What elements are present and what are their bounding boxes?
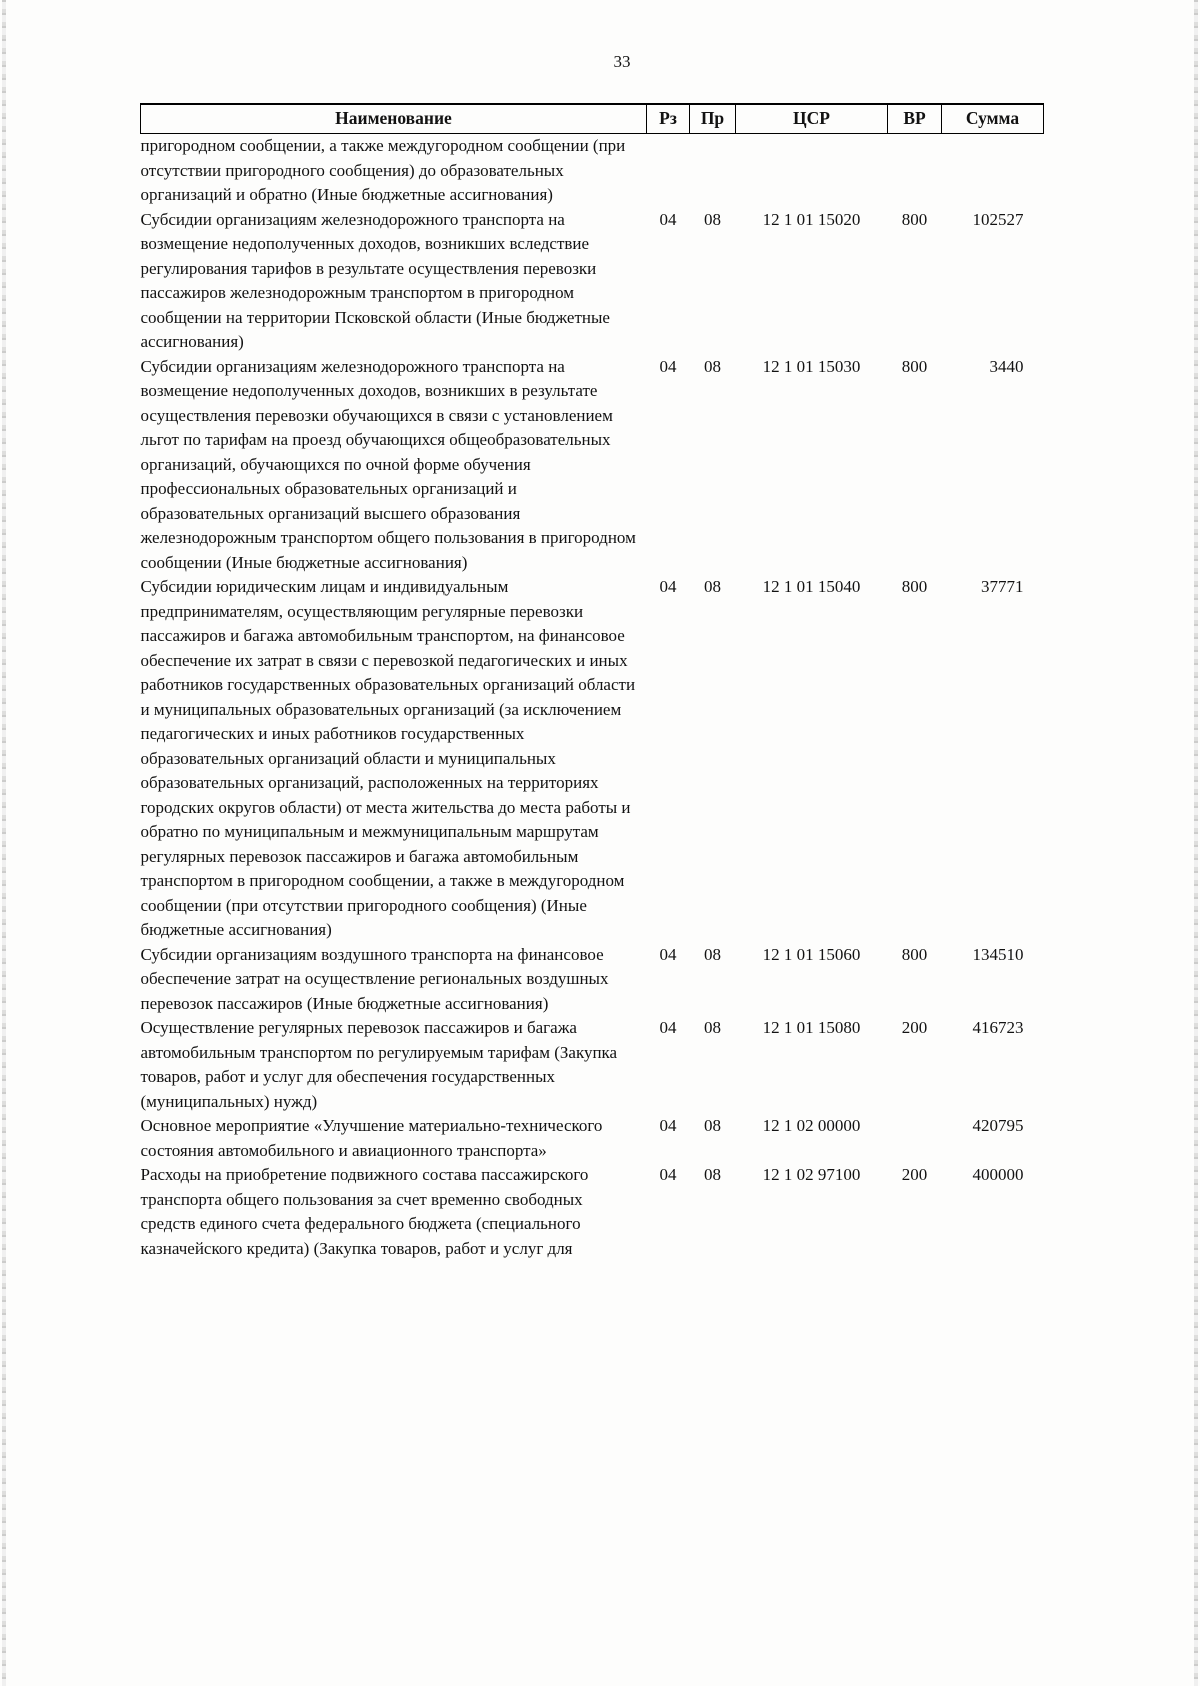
- table-row: [141, 575, 1044, 943]
- header-pr: Пр: [690, 104, 736, 134]
- scan-artifact-right: [1194, 0, 1198, 1686]
- header-name: Наименование: [141, 104, 647, 134]
- table-row: [141, 355, 1044, 576]
- cell-pr: 08: [704, 1165, 721, 1184]
- cell-csr: 12 1 01 15020: [762, 209, 861, 229]
- budget-table: [140, 103, 1044, 1261]
- cell-vr: 800: [901, 356, 928, 376]
- cell-pr: 08: [704, 1018, 721, 1037]
- cell-rz: 04: [659, 1165, 677, 1184]
- header-summa: Сумма: [942, 104, 1044, 134]
- cell-pr: 08: [704, 1116, 721, 1135]
- cell-rz: [647, 134, 690, 208]
- cell-name: Субсидии организациям железнодорожного транспорта на возмещение недополученных доходов, возникших вследствие регулирования тарифов в результате осуществления перевозки пассажиров железнодорожным транспортом в пригородном сообщении на территории Псковской области (Иные бюджетные ассигнования): [140, 209, 610, 351]
- cell-vr: 800: [901, 577, 928, 596]
- cell-rz: 04: [659, 577, 677, 596]
- cell-name: Осуществление регулярных перевозок пассажиров и багажа автомобильным транспортом по регулируемым тарифам (Закупка товаров, работ и услуг для обеспечения государственных (муниципальных) нужд): [140, 1018, 618, 1111]
- header-csr: ЦСР: [736, 104, 888, 134]
- cell-pr: 08: [704, 209, 721, 229]
- cell-rz: 04: [659, 1018, 677, 1037]
- cell-name: Субсидии организациям воздушного транспорта на финансовое обеспечение затрат на осуществление региональных воздушных перевозок пассажиров (Иные бюджетные ассигнования): [140, 944, 609, 1013]
- cell-csr: 12 1 01 15060: [762, 944, 861, 964]
- cell-summa: 420795: [972, 1116, 1024, 1135]
- table-row: [141, 1114, 1044, 1163]
- scan-artifact-left: [2, 0, 6, 1686]
- cell-vr: 800: [901, 209, 928, 229]
- header-vr: ВР: [888, 104, 942, 134]
- cell-summa: 102527: [972, 209, 1024, 229]
- cell-name: Субсидии юридическим лицам и индивидуальным предпринимателям, осуществляющим регулярные перевозки пассажиров и багажа автомобильным транспортом, на финансовое обеспечение их затрат в связи с перевозкой педагогических и иных работников государственных образовательных организаций области и муниципальных образовательных организаций (за исключением педагогических и иных работников государственных образовательных организаций области и муниципальных образовательных организаций, расположенных на территориях городских округов области) от места жительства до места работы и обратно по муниципальным и межмуниципальным маршрутам регулярных перевозок пассажиров и багажа автомобильным транспортом в пригородном сообщении, а также в междугородном сообщении (при отсутствии пригородного сообщения) (Иные бюджетные ассигнования): [140, 577, 636, 939]
- cell-rz: 04: [659, 356, 677, 376]
- table-row: [141, 1016, 1044, 1114]
- cell-name: Расходы на приобретение подвижного состава пассажирского транспорта общего пользования за счет временно свободных средств единого счета федерального бюджета (специального казначейского кредита) (Закупка товаров, работ и услуг для: [140, 1165, 589, 1258]
- cell-summa: 3440: [989, 356, 1024, 376]
- cell-summa: 134510: [972, 944, 1024, 964]
- table-row: [141, 1163, 1044, 1261]
- cell-pr: 08: [704, 356, 721, 376]
- cell-pr: [690, 134, 736, 208]
- cell-vr: 200: [901, 1165, 928, 1184]
- table-header-row: [141, 104, 1044, 134]
- cell-csr: 12 1 02 97100: [762, 1165, 861, 1184]
- cell-vr: 200: [901, 1018, 928, 1037]
- cell-rz: 04: [659, 1116, 677, 1135]
- page-number: 33: [613, 52, 631, 71]
- cell-pr: 08: [704, 577, 721, 596]
- table-row: [141, 208, 1044, 355]
- cell-csr: [736, 134, 888, 208]
- cell-name: Основное мероприятие «Улучшение материально-технического состояния автомобильного и авиационного транспорта»: [140, 1116, 603, 1160]
- table-body: [141, 134, 1044, 1262]
- cell-vr: [888, 1114, 942, 1163]
- cell-rz: 04: [659, 209, 677, 229]
- cell-csr: 12 1 02 00000: [762, 1116, 861, 1135]
- cell-name: Субсидии организациям железнодорожного транспорта на возмещение недополученных доходов, возникших в результате осуществления перевозки обучающихся в связи с установлением льгот по тарифам на проезд обучающихся общеобразовательных организаций, обучающихся по очной форме обучения профессиональных образовательных организаций и образовательных организаций высшего образования железнодорожным транспортом общего пользования в пригородном сообщении (Иные бюджетные ассигнования): [140, 356, 636, 572]
- header-rz: Рз: [647, 104, 690, 134]
- cell-summa: 416723: [972, 1018, 1024, 1037]
- cell-vr: 800: [901, 944, 928, 964]
- cell-vr: [888, 134, 942, 208]
- cell-summa: 37771: [981, 577, 1024, 596]
- cell-summa: 400000: [972, 1165, 1024, 1184]
- cell-rz: 04: [659, 944, 677, 964]
- table-row: [141, 134, 1044, 208]
- table-row: [141, 943, 1044, 1017]
- cell-summa: [942, 134, 1044, 208]
- cell-csr: 12 1 01 15030: [762, 356, 861, 376]
- cell-pr: 08: [704, 944, 721, 964]
- cell-name: пригородном сообщении, а также междугородном сообщении (при отсутствии пригородного сообщения) до образовательных организаций и обратно (Иные бюджетные ассигнования): [140, 136, 626, 204]
- cell-csr: 12 1 01 15040: [762, 577, 861, 596]
- cell-csr: 12 1 01 15080: [762, 1018, 861, 1037]
